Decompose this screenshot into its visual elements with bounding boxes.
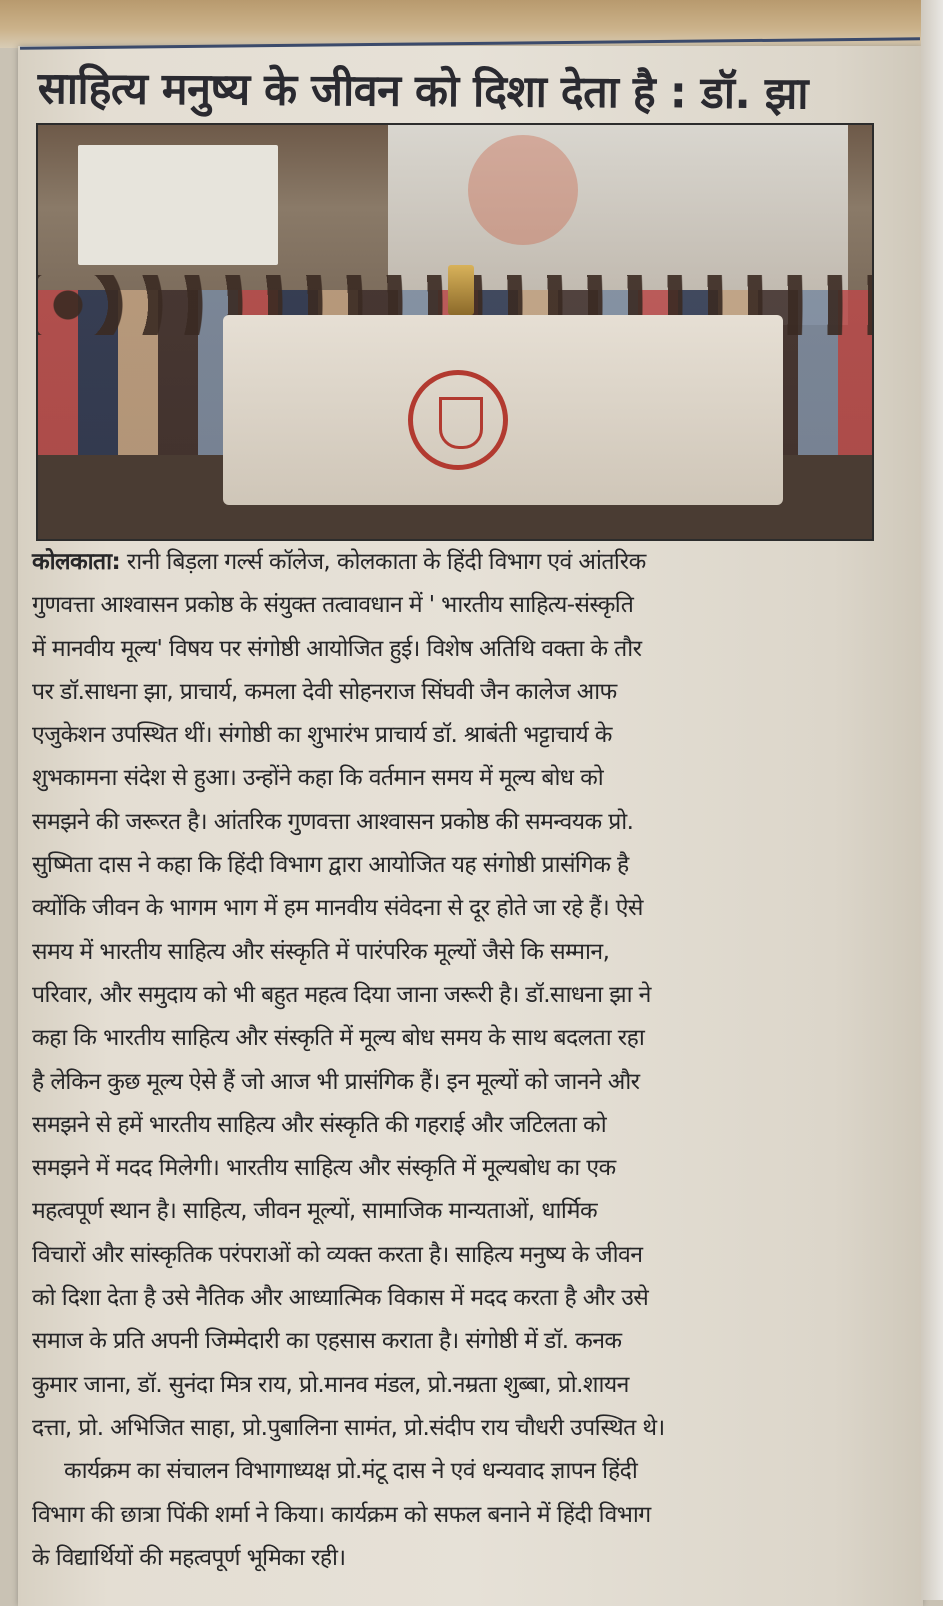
article-line: के विद्यार्थियों की महत्वपूर्ण भूमिका रही। bbox=[32, 1544, 346, 1571]
article-line: महत्वपूर्ण स्थान है। साहित्य, जीवन मूल्यों, सामाजिक मान्यताओं, धार्मिक bbox=[32, 1198, 598, 1225]
article-line: समझने से हमें भारतीय साहित्य और संस्कृति की गहराई और जटिलता को bbox=[32, 1111, 607, 1138]
article-line: में मानवीय मूल्य' विषय पर संगोष्ठी आयोजित हुई। विशेष अतिथि वक्ता के तौर bbox=[32, 635, 642, 662]
college-emblem-icon bbox=[408, 370, 508, 470]
article-line: कहा कि भारतीय साहित्य और संस्कृति में मूल्य बोध समय के साथ बदलता रहा bbox=[32, 1025, 645, 1052]
article-line-text: रानी बिड़ला गर्ल्स कॉलेज, कोलकाता के हिंदी विभाग एवं आंतरिक bbox=[120, 549, 646, 575]
article-line: परिवार, और समुदाय को भी बहुत महत्व दिया जाना जरूरी है। डॉ.साधना झा ने bbox=[32, 981, 651, 1008]
article-line: कुमार जाना, डॉ. सुनंदा मित्र राय, प्रो.मानव मंडल, प्रो.नम्रता शुब्बा, प्रो.शायन bbox=[32, 1371, 629, 1398]
group-photo bbox=[36, 123, 874, 541]
article-line: समाज के प्रति अपनी जिम्मेदारी का एहसास कराता है। संगोष्ठी में डॉ. कनक bbox=[32, 1328, 622, 1355]
article-line: क्योंकि जीवन के भागम भाग में हम मानवीय संवेदना से दूर होते जा रहे हैं। ऐसे bbox=[32, 895, 643, 922]
headline: साहित्य मनुष्य के जीवन को दिशा देता है : डॉ. झा bbox=[37, 62, 809, 120]
photo-wall-board bbox=[78, 145, 278, 265]
article-line: दत्ता, प्रो. अभिजित साहा, प्रो.पुबालिना सामंत, प्रो.संदीप राय चौधरी उपस्थित थे। bbox=[32, 1414, 665, 1441]
article-line: पर डॉ.साधना झा, प्राचार्य, कमला देवी सोहनराज सिंघवी जैन कालेज आफ bbox=[32, 678, 617, 705]
article-line: समझने की जरूरत है। आंतरिक गुणवत्ता आश्वासन प्रकोष्ठ की समन्वयक प्रो. bbox=[32, 808, 634, 835]
article-line: समय में भारतीय साहित्य और संस्कृति में पारंपरिक मूल्यों जैसे कि सम्मान, bbox=[32, 938, 610, 965]
article-line: विचारों और सांस्कृतिक परंपराओं को व्यक्त करता है। साहित्य मनुष्य के जीवन bbox=[32, 1241, 643, 1268]
trophy-icon bbox=[448, 265, 474, 315]
article-line: को दिशा देता है उसे नैतिक और आध्यात्मिक विकास में मदद करता है और उसे bbox=[32, 1285, 649, 1312]
article-line: शुभकामना संदेश से हुआ। उन्होंने कहा कि वर्तमान समय में मूल्य बोध को bbox=[32, 765, 604, 792]
article-body bbox=[32, 541, 882, 1580]
article-line: कार्यक्रम का संचालन विभागाध्यक्ष प्रो.मंटू दास ने एवं धन्यवाद ज्ञापन हिंदी bbox=[64, 1458, 638, 1485]
article-line: एजुकेशन उपस्थित थीं। संगोष्ठी का शुभारंभ प्राचार्य डॉ. श्राबंती भट्टाचार्य के bbox=[32, 722, 612, 749]
article-line: सुष्मिता दास ने कहा कि हिंदी विभाग द्वारा आयोजित यह संगोष्ठी प्रासंगिक है bbox=[32, 852, 629, 879]
article-line: गुणवत्ता आश्वासन प्रकोष्ठ के संयुक्त तत्वावधान में ' भारतीय साहित्य-संस्कृति bbox=[32, 592, 634, 619]
page-edge bbox=[921, 0, 943, 1600]
article-line bbox=[32, 541, 882, 584]
article-line: समझने में मदद मिलेगी। भारतीय साहित्य और संस्कृति में मूल्यबोध का एक bbox=[32, 1155, 616, 1182]
photo-banner-logo bbox=[468, 135, 578, 245]
dateline: कोलकाता: bbox=[32, 549, 121, 575]
article-line: है लेकिन कुछ मूल्य ऐसे हैं जो आज भी प्रासंगिक हैं। इन मूल्यों को जानने और bbox=[32, 1068, 640, 1095]
article-line: विभाग की छात्रा पिंकी शर्मा ने किया। कार्यक्रम को सफल बनाने में हिंदी विभाग bbox=[32, 1501, 651, 1528]
